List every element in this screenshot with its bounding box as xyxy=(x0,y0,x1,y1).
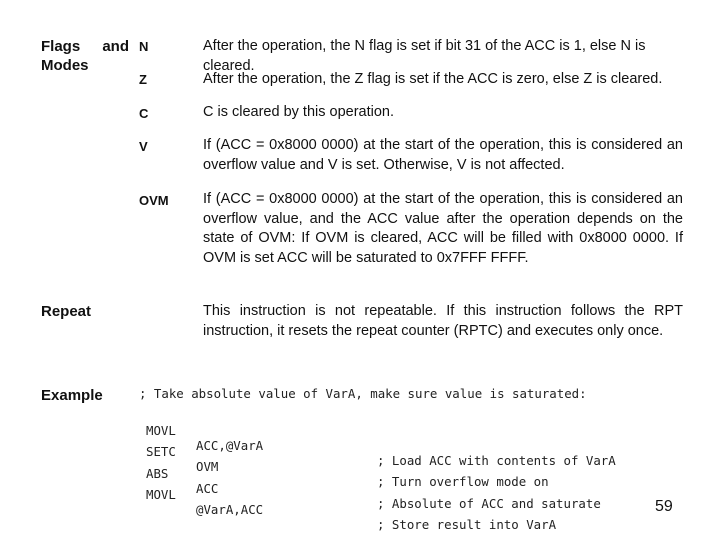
flag-n: N xyxy=(139,39,149,54)
repeat-label: Repeat xyxy=(41,303,92,320)
code-opcode: MOVL xyxy=(146,423,176,438)
flag-ovm-description: If (ACC = 0x8000 0000) at the start of the operation, this is considered an overflow value, and the ACC value after the operation depends on the state of OVM: If OVM is cleared, ACC will be filled with 0x8000 0000. If OVM is set ACC will be saturated to 0x7FFF FFFF. xyxy=(203,191,683,266)
flags-word: Flags xyxy=(41,38,81,55)
code-opcode: MOVL xyxy=(146,487,176,502)
code-comment: ; Store result into VarA xyxy=(377,517,557,532)
code-operand: ACC,@VarA xyxy=(196,438,264,453)
flag-n-description: After the operation, the N flag is set if bit 31 of the ACC is 1, else N is cleared. xyxy=(203,38,646,74)
flag-z-description: After the operation, the Z flag is set if the ACC is zero, else Z is cleared. xyxy=(203,71,663,87)
code-comment-line: ; Take absolute value of VarA, make sure value is saturated: xyxy=(139,386,587,401)
flag-ovm: OVM xyxy=(139,193,169,208)
code-comment: ; Load ACC with contents of VarA xyxy=(377,453,616,468)
flag-v-description: If (ACC = 0x8000 0000) at the start of the operation, this is considered an overflow value and V is set. Otherwise, V is not affected. xyxy=(203,137,683,173)
code-operand: OVM xyxy=(196,459,219,474)
and-word: and xyxy=(102,38,129,55)
code-comment: ; Absolute of ACC and saturate xyxy=(377,496,601,511)
example-label: Example xyxy=(41,387,103,404)
code-operand: ACC xyxy=(196,481,219,496)
flag-c: C xyxy=(139,106,149,121)
flag-c-description: C is cleared by this operation. xyxy=(203,104,395,120)
modes-word: Modes xyxy=(41,57,89,74)
code-comment: ; Turn overflow mode on xyxy=(377,474,549,489)
flag-v: V xyxy=(139,139,148,154)
page-number: 59 xyxy=(655,498,673,515)
flag-z: Z xyxy=(139,72,147,87)
code-opcode: SETC xyxy=(146,444,176,459)
code-operand: @VarA,ACC xyxy=(196,502,264,517)
repeat-description: This instruction is not repeatable. If this instruction follows the RPT instruction, it resets the repeat counter (RPTC) and executes only once. xyxy=(203,303,683,339)
code-opcode: ABS xyxy=(146,466,169,481)
flags-modes-label xyxy=(41,37,129,75)
